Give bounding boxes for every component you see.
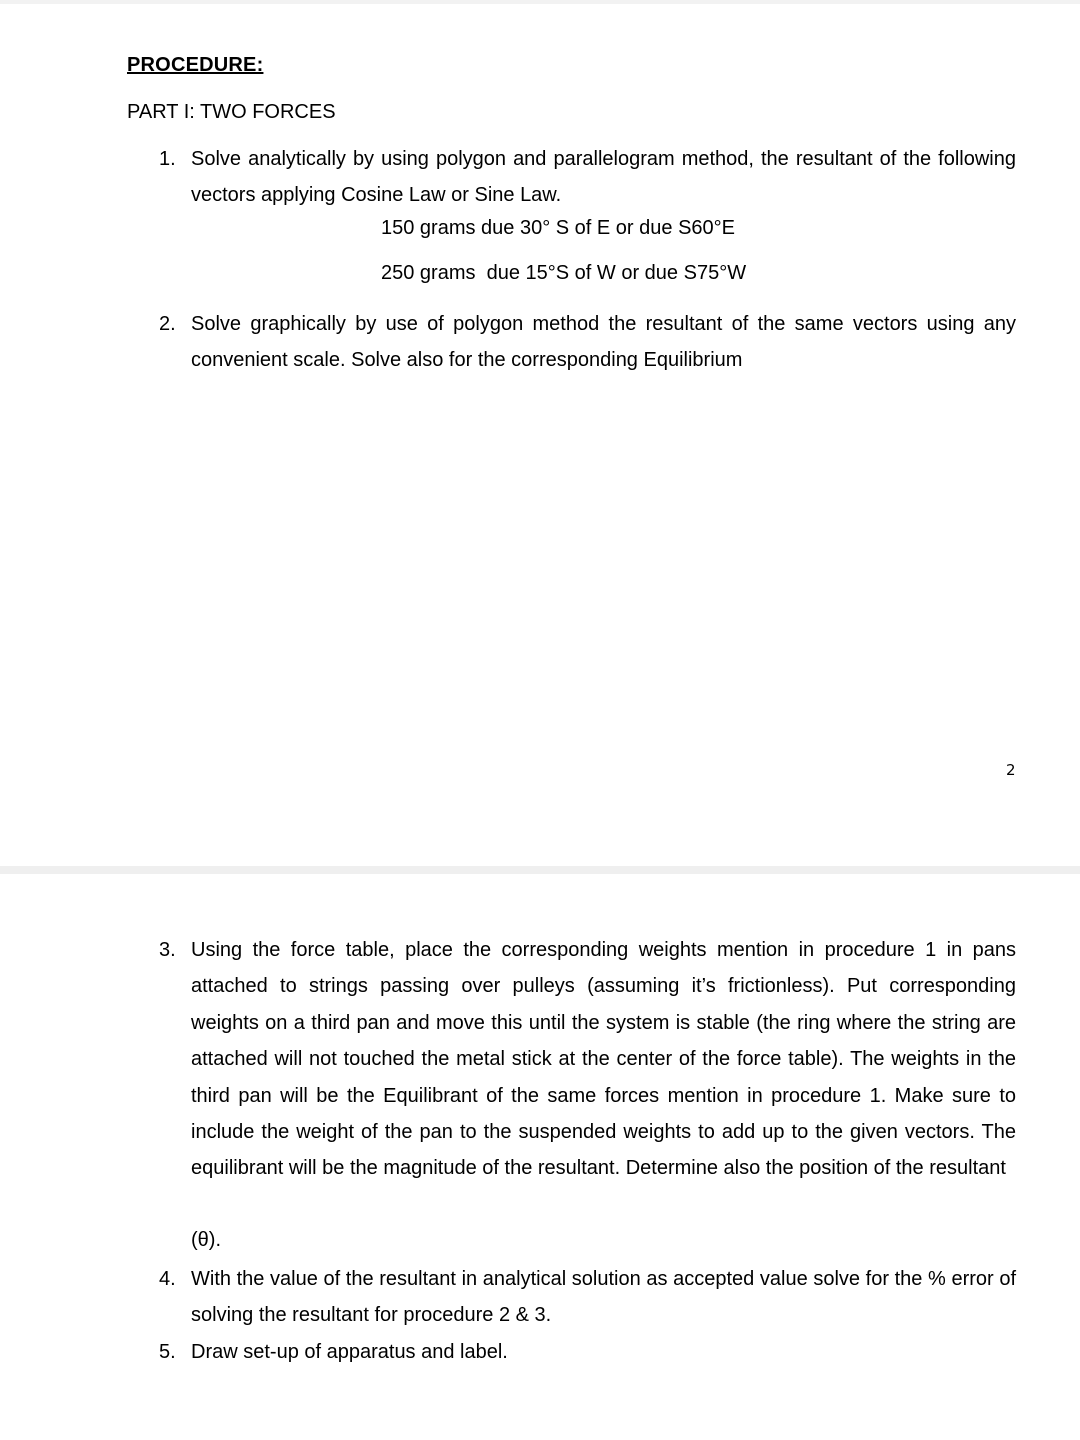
procedure-item-3 (159, 932, 1016, 1187)
page-separator (0, 866, 1080, 874)
procedure-item-2 (159, 306, 1016, 379)
item-number: 4. (159, 1268, 176, 1290)
theta-symbol: (θ). (191, 1229, 221, 1251)
procedure-item-4 (159, 1261, 1016, 1334)
vector-2: 250 grams due 15°S of W or due S75°W (381, 262, 747, 284)
procedure-item-1 (159, 141, 1016, 214)
item-text: Using the force table, place the corresponding weights mention in procedure 1 in pans attached to strings passing over pulleys (assuming it’s frictionless). Put corresponding weights on a third pan and move this until the system is stable (the ring where the string are attached will not touched the metal stick at the center of the force table). The weights in the third pan will be the Equilibrant of the same forces mention in procedure 1. Make sure to include the weight of the pan to the suspended weights to add up to the given vectors. The equilibrant will be the magnitude of the resultant. Determine also the position of the resultant (191, 939, 1016, 1180)
item-number: 2. (159, 313, 176, 335)
procedure-heading: PROCEDURE: (127, 54, 264, 76)
page-1 (0, 4, 1080, 866)
item-number: 5. (159, 1341, 176, 1363)
vector-1: 150 grams due 30° S of E or due S60°E (381, 217, 735, 239)
item-text: Solve analytically by using polygon and parallelogram method, the resultant of the following vectors applying Cosine Law or Sine Law. (191, 148, 1016, 207)
page-2 (0, 874, 1080, 1440)
item-text: Solve graphically by use of polygon method the resultant of the same vectors using any convenient scale. Solve also for the corresponding Equilibrium (191, 313, 1016, 372)
page-number: 2 (1006, 761, 1016, 779)
item-number: 3. (159, 939, 176, 961)
part-title: PART I: TWO FORCES (127, 101, 336, 123)
procedure-item-5 (159, 1334, 1016, 1370)
item-number: 1. (159, 148, 176, 170)
item-text: Draw set-up of apparatus and label. (191, 1341, 508, 1363)
item-text: With the value of the resultant in analytical solution as accepted value solve for the % error of solving the resultant for procedure 2 & 3. (191, 1268, 1016, 1327)
